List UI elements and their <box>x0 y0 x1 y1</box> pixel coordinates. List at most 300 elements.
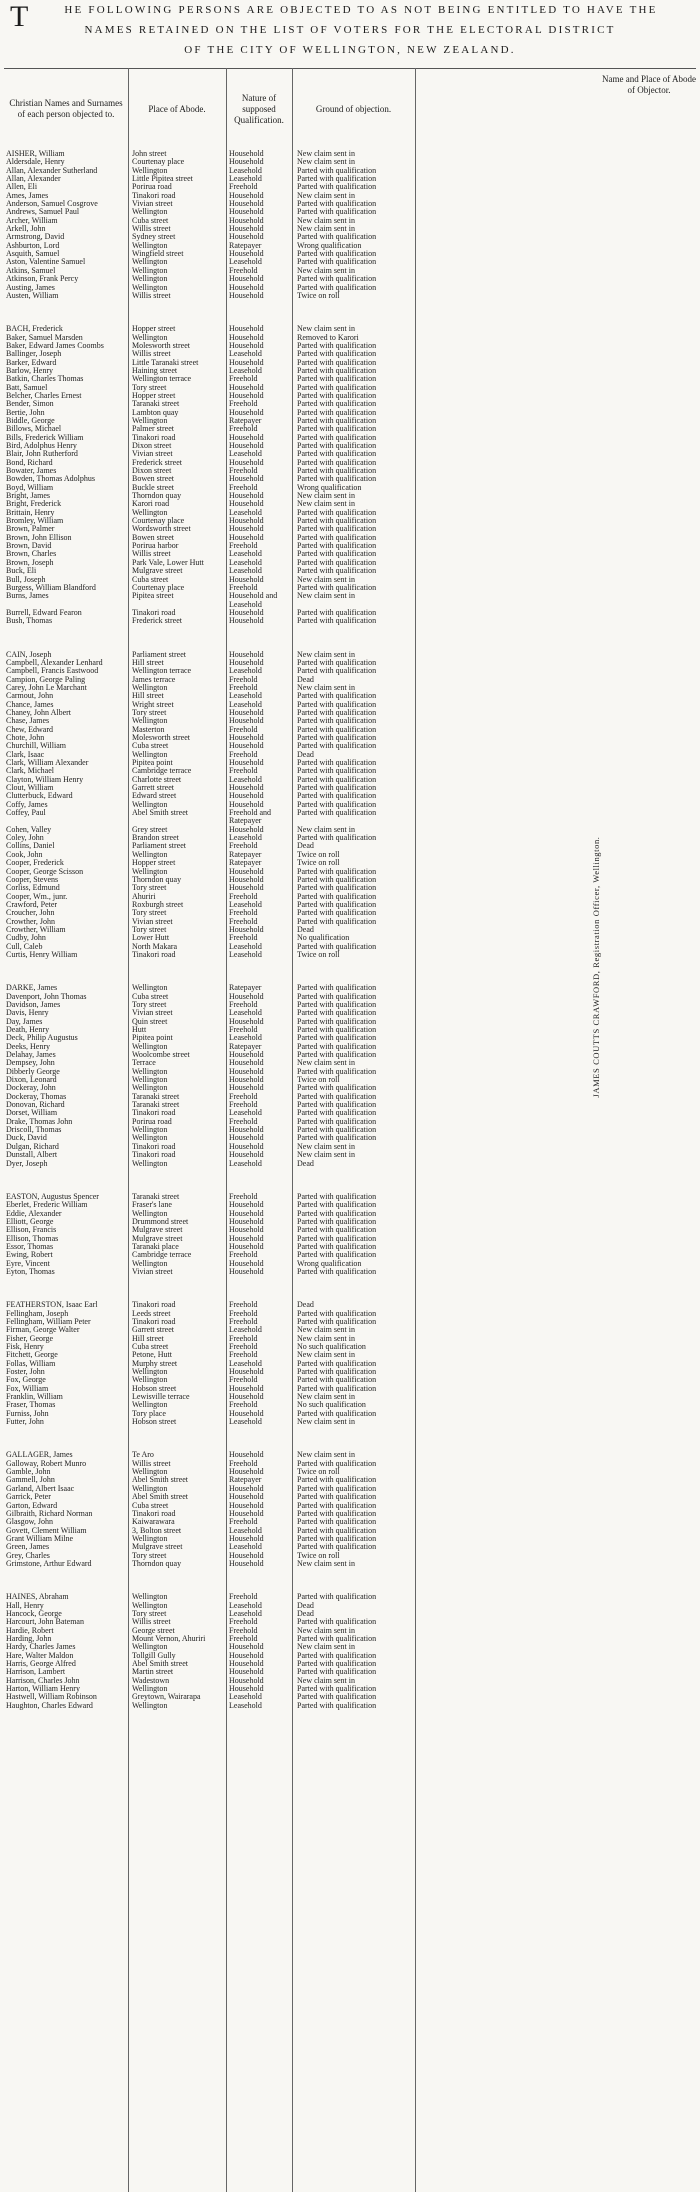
ground-of-objection: New claim sent in <box>297 1351 355 1360</box>
qualification: Household <box>229 517 264 526</box>
place-of-abode: Tinakori road <box>132 1317 176 1326</box>
voter-name: Fraser, Thomas <box>6 1401 56 1410</box>
qualification: Household <box>229 1142 264 1151</box>
ground-of-objection: Parted with qualification <box>297 1501 377 1510</box>
voter-name: Aston, Valentine Samuel <box>6 258 86 267</box>
ground-of-objection: Twice on roll <box>297 1551 340 1560</box>
table-row <box>0 1518 700 1526</box>
voter-name: Armstrong, David <box>6 233 65 242</box>
voter-name: Cooper, Stevens <box>6 875 59 884</box>
qualification: Household <box>229 391 264 400</box>
qualification: Household <box>229 1368 264 1377</box>
place-of-abode: Wellington <box>132 1484 168 1493</box>
place-of-abode: Molesworth street <box>132 341 190 350</box>
voter-name: Harris, George Alfred <box>6 1660 76 1668</box>
voter-name: Belcher, Charles Ernest <box>6 391 82 400</box>
qualification: Household <box>229 1685 264 1694</box>
voter-name: Essor, Thomas <box>6 1242 54 1251</box>
ground-of-objection: Parted with qualification <box>297 1384 377 1393</box>
voter-name: Cook, John <box>6 850 43 859</box>
voter-name: Franklin, William <box>6 1393 63 1402</box>
place-of-abode: Tinakori road <box>132 1301 176 1310</box>
voter-name: Hare, Walter Maldon <box>6 1651 74 1660</box>
place-of-abode: Wadestown <box>132 1676 170 1685</box>
ground-of-objection: New claim sent in <box>297 1142 355 1151</box>
ground-of-objection: Parted with qualification <box>297 742 377 751</box>
ground-of-objection: Parted with qualification <box>297 1134 377 1143</box>
column-header-name: Christian Names and Surnames of each person objected to. <box>9 98 123 119</box>
ground-of-objection: New claim sent in <box>297 683 355 692</box>
qualification: Household <box>229 525 264 534</box>
place-of-abode: Wellington <box>132 1401 168 1410</box>
voter-name: Drake, Thomas John <box>6 1117 73 1126</box>
table-row <box>0 292 700 300</box>
table-row <box>0 400 700 408</box>
voter-name: Hancock, George <box>6 1609 62 1618</box>
qualification: Household <box>229 784 264 793</box>
table-row <box>0 342 700 350</box>
qualification: Ratepayer <box>229 817 262 826</box>
table-row <box>0 1527 700 1535</box>
place-of-abode: Vivian street <box>132 1009 173 1018</box>
qualification: Leasehold <box>229 258 262 267</box>
place-of-abode: Tinakori road <box>132 1509 176 1518</box>
voter-name: Eyton, Thomas <box>6 1267 55 1276</box>
ground-of-objection: Twice on roll <box>297 291 340 300</box>
voter-name: Hardie, Robert <box>6 1626 54 1635</box>
table-row <box>0 1335 700 1343</box>
qualification: Freehold <box>229 725 258 734</box>
table-row <box>0 1318 700 1326</box>
qualification: Household <box>229 433 264 442</box>
table-row <box>0 542 700 550</box>
table-row <box>0 1310 700 1318</box>
place-of-abode: Little Pipitea street <box>132 175 193 184</box>
place-of-abode: Frederick street <box>132 617 182 626</box>
ground-of-objection: Parted with qualification <box>297 984 377 993</box>
place-of-abode: Wellington <box>132 1067 168 1076</box>
qualification: Household <box>229 708 264 717</box>
qualification: Leasehold <box>229 558 262 567</box>
place-of-abode: Tinakori road <box>132 191 176 200</box>
place-of-abode: Mulgrave street <box>132 567 183 576</box>
ground-of-objection: Parted with qualification <box>297 508 377 517</box>
place-of-abode: Garrett street <box>132 784 174 793</box>
qualification: Household <box>229 1534 264 1543</box>
voter-name: Harding, John <box>6 1634 52 1643</box>
ground-of-objection: New claim sent in <box>297 1643 355 1652</box>
place-of-abode: Wellington <box>132 241 168 250</box>
ground-of-objection: Parted with qualification <box>297 1651 377 1660</box>
ground-of-objection: Parted with qualification <box>297 416 377 425</box>
table-row <box>0 659 700 667</box>
qualification: Freehold <box>229 1334 258 1343</box>
voter-name: Grant William Milne <box>6 1534 74 1543</box>
qualification: Ratepayer <box>229 241 262 250</box>
table-row <box>0 576 700 584</box>
place-of-abode: Bowen street <box>132 475 174 484</box>
place-of-abode: Dixon street <box>132 467 172 476</box>
qualification: Freehold <box>229 1401 258 1410</box>
place-of-abode: Cuba street <box>132 575 169 584</box>
table-row <box>0 1476 700 1484</box>
table-row <box>0 1393 700 1401</box>
ground-of-objection: Parted with qualification <box>297 1493 377 1502</box>
ground-of-objection: Parted with qualification <box>297 667 377 676</box>
ground-of-objection: Parted with qualification <box>297 283 377 292</box>
ground-of-objection: Parted with qualification <box>297 1209 377 1218</box>
ground-of-objection: New claim sent in <box>297 575 355 584</box>
place-of-abode: Palmer street <box>132 425 174 434</box>
ground-of-objection: Parted with qualification <box>297 567 377 576</box>
table-row <box>0 192 700 200</box>
place-of-abode: Wellington <box>132 275 168 284</box>
ground-of-objection: Parted with qualification <box>297 1543 377 1552</box>
ground-of-objection: New claim sent in <box>297 225 355 234</box>
place-of-abode: Woolcombe street <box>132 1051 190 1060</box>
place-of-abode: Wellington <box>132 416 168 425</box>
ground-of-objection: Parted with qualification <box>297 517 377 526</box>
place-of-abode: Willis street <box>132 225 171 234</box>
qualification: Ratepayer <box>229 416 262 425</box>
voter-name: Dibberly George <box>6 1067 60 1076</box>
voter-name: Clayton, William Henry <box>6 775 84 784</box>
voter-name: Crowther, William <box>6 925 66 934</box>
place-of-abode: Vivian street <box>132 200 173 209</box>
voter-name: Campbell, Alexander Lenhard <box>6 658 103 667</box>
qualification: Household <box>229 1493 264 1502</box>
place-of-abode: George street <box>132 1626 175 1635</box>
voter-name: Eberlet, Frederic William <box>6 1201 88 1210</box>
voter-name: Boyd, William <box>6 483 54 492</box>
table-row <box>0 1593 700 1601</box>
heading-line-3: OF THE CITY OF WELLINGTON, NEW ZEALAND. <box>184 44 516 56</box>
table-row <box>0 417 700 425</box>
table-row <box>0 1668 700 1676</box>
table-row <box>0 509 700 517</box>
qualification: Household <box>229 992 264 1001</box>
ground-of-objection: New claim sent in <box>297 492 355 501</box>
qualification: Household <box>229 1267 264 1276</box>
place-of-abode: Wellington <box>132 333 168 342</box>
place-of-abode: Karori road <box>132 500 170 509</box>
place-of-abode: Wellington <box>132 1042 168 1051</box>
voter-name: Fitchett, George <box>6 1351 58 1360</box>
qualification: Household <box>229 608 264 617</box>
table-row <box>0 442 700 450</box>
ground-of-objection: Parted with qualification <box>297 1201 377 1210</box>
voter-name: Grimstone, Arthur Edward <box>6 1559 92 1568</box>
table-row <box>0 1343 700 1351</box>
voter-name: Galloway, Robert Munro <box>6 1459 87 1468</box>
qualification: Household <box>229 1509 264 1518</box>
qualification: Leasehold <box>229 175 262 184</box>
voter-name: Clark, Michael <box>6 767 54 776</box>
ground-of-objection: Parted with qualification <box>297 1668 377 1677</box>
qualification: Freehold <box>229 1309 258 1318</box>
qualification: Freehold <box>229 892 258 901</box>
qualification: Freehold <box>229 1351 258 1360</box>
place-of-abode: Vivian street <box>132 450 173 459</box>
ground-of-objection: New claim sent in <box>297 500 355 509</box>
table-row <box>0 1301 700 1309</box>
place-of-abode: Petone, Hutt <box>132 1351 172 1360</box>
voter-name: Hastwell, William Robinson <box>6 1693 97 1702</box>
voter-name: Buck, Eli <box>6 567 37 576</box>
ground-of-objection: Dead <box>297 1601 314 1610</box>
place-of-abode: Greytown, Wairarapa <box>132 1693 201 1702</box>
place-of-abode: Wellington <box>132 508 168 517</box>
place-of-abode: Courtenay place <box>132 583 185 592</box>
voter-name: Churchill, William <box>6 742 66 751</box>
table-row <box>0 1468 700 1476</box>
ground-of-objection: Parted with qualification <box>297 917 377 926</box>
ground-of-objection: Parted with qualification <box>297 533 377 542</box>
ground-of-objection: Parted with qualification <box>297 1026 377 1034</box>
voter-name: Garland, Albert Isaac <box>6 1484 75 1493</box>
ground-of-objection: Dead <box>297 1159 314 1168</box>
ground-of-objection: Dead <box>297 750 314 759</box>
table-row <box>0 467 700 475</box>
place-of-abode: Wellington <box>132 208 168 217</box>
ground-of-objection: Parted with qualification <box>297 617 377 626</box>
table-row <box>0 1326 700 1334</box>
ground-of-objection: Parted with qualification <box>297 759 377 768</box>
ground-of-objection: Parted with qualification <box>297 1067 377 1076</box>
table-row <box>0 1643 700 1651</box>
place-of-abode: Tory street <box>132 1609 167 1618</box>
ground-of-objection: Parted with qualification <box>297 708 377 717</box>
ground-of-objection: Parted with qualification <box>297 658 377 667</box>
voter-name: Austing, James <box>6 283 55 292</box>
qualification: Freehold <box>229 425 258 434</box>
ground-of-objection: Dead <box>297 1609 314 1618</box>
ground-of-objection: No such qualification <box>297 1401 366 1410</box>
table-row <box>0 325 700 333</box>
voter-name: Bertie, John <box>6 408 45 417</box>
ground-of-objection: Parted with qualification <box>297 1017 377 1026</box>
table-row <box>0 284 700 292</box>
ground-of-objection: New claim sent in <box>297 650 355 659</box>
place-of-abode: Wellington <box>132 717 168 726</box>
place-of-abode: Wellington <box>132 1701 168 1710</box>
qualification: Freehold <box>229 1626 258 1635</box>
voter-name: Curtis, Henry William <box>6 950 78 959</box>
ground-of-objection: Parted with qualification <box>297 341 377 350</box>
place-of-abode: Lambton quay <box>132 408 179 417</box>
ground-of-objection: Parted with qualification <box>297 275 377 284</box>
voter-name: EASTON, Augustus Spencer <box>6 1192 99 1201</box>
ground-of-objection: Parted with qualification <box>297 550 377 559</box>
voter-name: Chote, John <box>6 734 45 742</box>
table-row <box>0 1401 700 1409</box>
ground-of-objection: Parted with qualification <box>297 1593 377 1602</box>
place-of-abode: Wellington <box>132 1685 168 1694</box>
qualification: Household <box>229 233 264 242</box>
place-of-abode: Taranaki street <box>132 1101 180 1110</box>
qualification: Leasehold <box>229 900 262 909</box>
table-row <box>0 1510 700 1518</box>
qualification: Freehold <box>229 467 258 476</box>
qualification: Freehold <box>229 683 258 692</box>
table-row <box>0 1268 700 1276</box>
place-of-abode: Abel Smith street <box>132 1476 188 1485</box>
qualification: Freehold and <box>229 809 271 818</box>
table-row <box>0 233 700 241</box>
ground-of-objection: Parted with qualification <box>297 366 377 375</box>
table-row <box>0 1351 700 1359</box>
voter-name: Burns, James <box>6 592 49 601</box>
place-of-abode: Kaiwarawara <box>132 1518 175 1527</box>
place-of-abode: Wright street <box>132 700 174 709</box>
column-header-objector <box>415 70 700 148</box>
table-row <box>0 434 700 442</box>
place-of-abode: Taranaki street <box>132 1092 180 1101</box>
place-of-abode: Tinakori road <box>132 1151 176 1160</box>
table-row <box>0 175 700 183</box>
voter-name: Cohen, Valley <box>6 825 52 834</box>
table-row <box>0 242 700 250</box>
place-of-abode: Thorndon quay <box>132 492 182 501</box>
qualification: Freehold <box>229 767 258 776</box>
place-of-abode: Tory street <box>132 925 167 934</box>
place-of-abode: 3, Bolton street <box>132 1526 182 1535</box>
place-of-abode: Tory street <box>132 909 167 918</box>
place-of-abode: Martin street <box>132 1668 174 1677</box>
qualification: Household <box>229 291 264 300</box>
ground-of-objection: Parted with qualification <box>297 467 377 476</box>
voter-name: Clout, William <box>6 784 54 793</box>
ground-of-objection: No qualification <box>297 934 350 943</box>
ground-of-objection: New claim sent in <box>297 825 355 834</box>
qualification: Household <box>229 475 264 484</box>
ground-of-objection: Parted with qualification <box>297 400 377 409</box>
qualification: Ratepayer <box>229 859 262 868</box>
table-row <box>0 617 700 625</box>
voter-name: Burrell, Edward Fearon <box>6 608 82 617</box>
column-header-abode: Place of Abode. <box>148 103 206 114</box>
table-row <box>0 450 700 458</box>
objector-header-text: Name and Place of Abode of Objector. <box>602 74 696 95</box>
qualification: Household <box>229 200 264 209</box>
place-of-abode: Tinakori road <box>132 1142 176 1151</box>
place-of-abode: Wellington <box>132 166 168 175</box>
place-of-abode: Parliament street <box>132 650 186 659</box>
voter-name: Cooper, Wm., junr. <box>6 892 68 901</box>
qualification: Household <box>229 408 264 417</box>
ground-of-objection: Parted with qualification <box>297 834 377 843</box>
table-row <box>0 1502 700 1510</box>
place-of-abode: Taranaki street <box>132 400 180 409</box>
voter-name: Bright, James <box>6 492 50 501</box>
qualification: Household <box>229 1076 264 1085</box>
place-of-abode: Wellington <box>132 266 168 275</box>
place-of-abode: Tory street <box>132 708 167 717</box>
voter-name: Blair, John Rutherford <box>6 450 78 459</box>
table-row <box>0 250 700 258</box>
voter-name: Anderson, Samuel Cosgrove <box>6 200 98 209</box>
voter-name: Brown, David <box>6 542 52 551</box>
voter-name: Asquith, Samuel <box>6 250 60 259</box>
ground-of-objection: Wrong qualification <box>297 1259 362 1268</box>
objector-column <box>589 667 603 1267</box>
place-of-abode: Frederick street <box>132 458 182 467</box>
ground-of-objection: Parted with qualification <box>297 1101 377 1110</box>
ground-of-objection: Parted with qualification <box>297 892 377 901</box>
qualification: Household <box>229 1676 264 1685</box>
qualification: Household <box>229 1059 264 1068</box>
ground-of-objection: Parted with qualification <box>297 1226 377 1235</box>
ground-of-objection: Parted with qualification <box>297 1376 377 1385</box>
place-of-abode: Cuba street <box>132 992 169 1001</box>
voter-name: Clark, William Alexander <box>6 759 89 768</box>
voter-name: Campbell, Francis Eastwood <box>6 667 99 676</box>
voter-name: Bills, Frederick William <box>6 433 84 442</box>
voter-name: Austen, William <box>6 291 59 300</box>
table-row <box>0 1685 700 1693</box>
table-row <box>0 567 700 575</box>
ground-of-objection: Parted with qualification <box>297 784 377 793</box>
table-row <box>0 559 700 567</box>
voter-name: Brown, Joseph <box>6 558 54 567</box>
ground-of-objection: Parted with qualification <box>297 450 377 459</box>
table-row <box>0 1385 700 1393</box>
voter-name: Allen, Eli <box>6 183 38 192</box>
place-of-abode: Molesworth street <box>132 734 190 742</box>
ground-of-objection: Parted with qualification <box>297 425 377 434</box>
qualification: Household <box>229 825 264 834</box>
table-row <box>0 1493 700 1501</box>
place-of-abode: Wellington terrace <box>132 375 192 384</box>
ground-of-objection: New claim sent in <box>297 266 355 275</box>
ground-of-objection: New claim sent in <box>297 1418 355 1427</box>
place-of-abode: Willis street <box>132 1618 171 1627</box>
ground-of-objection: New claim sent in <box>297 1559 355 1568</box>
qualification: Freehold <box>229 934 258 943</box>
place-of-abode: Wellington <box>132 1159 168 1168</box>
place-of-abode: Grey street <box>132 825 168 834</box>
column-header-ground: Ground of objection. <box>315 103 392 114</box>
place-of-abode: Vivian street <box>132 917 173 926</box>
ground-of-objection: Parted with qualification <box>297 767 377 776</box>
ground-of-objection: Parted with qualification <box>297 475 377 484</box>
qualification: Household <box>229 1067 264 1076</box>
section-gap <box>0 626 700 651</box>
voter-name: Dyer, Joseph <box>6 1159 48 1168</box>
qualification: Household <box>229 1651 264 1660</box>
ground-of-objection: Parted with qualification <box>297 525 377 534</box>
place-of-abode: Wellington <box>132 1468 168 1477</box>
table-row <box>0 1360 700 1368</box>
place-of-abode: Haining street <box>132 366 178 375</box>
qualification: Leasehold <box>229 550 262 559</box>
voter-name: Harcourt, John Bateman <box>6 1618 84 1627</box>
table-row <box>0 1451 700 1459</box>
table-row <box>0 150 700 158</box>
qualification: Leasehold <box>229 1159 262 1168</box>
ground-of-objection: New claim sent in <box>297 1451 355 1460</box>
voter-name: Fellingham, William Peter <box>6 1317 91 1326</box>
table-row <box>0 334 700 342</box>
voter-name: Donovan, Richard <box>6 1101 65 1110</box>
place-of-abode: Wellington <box>132 283 168 292</box>
section-gap <box>0 1276 700 1301</box>
voter-name: Grey, Charles <box>6 1551 50 1560</box>
voter-name: Elliott, George <box>6 1217 54 1226</box>
voter-name: Chance, James <box>6 700 54 709</box>
qualification: Household <box>229 1084 264 1093</box>
qualification: Leasehold <box>229 350 262 359</box>
